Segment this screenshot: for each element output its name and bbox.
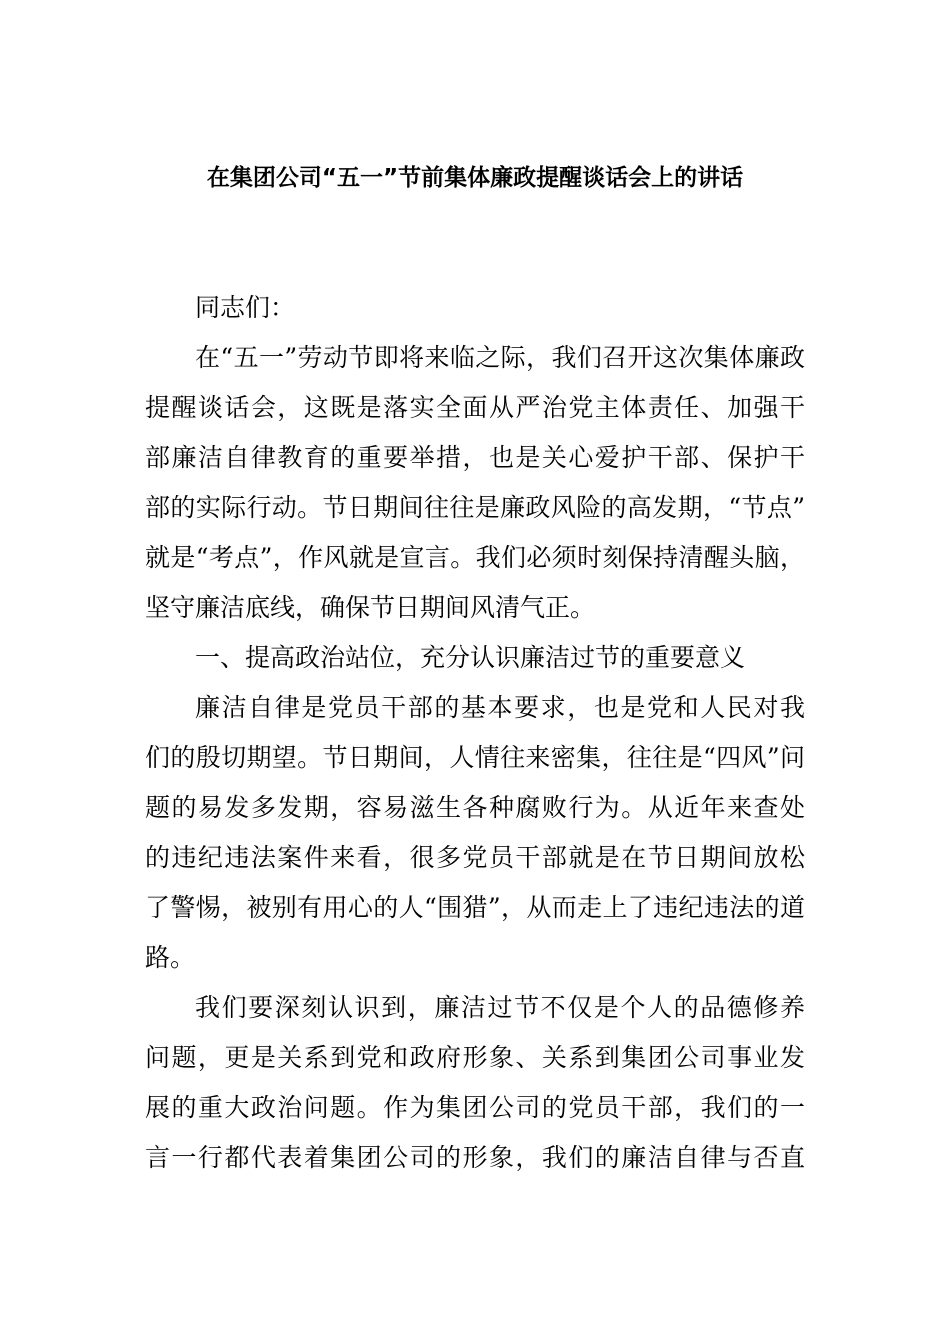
paragraph-line: 在“五一”劳动节即将来临之际，我们召开这次集体廉政	[195, 343, 805, 372]
paragraph-line: 就是“考点”，作风就是宣言。我们必须时刻保持清醒头脑，	[145, 543, 805, 572]
paragraph-line: 问题，更是关系到党和政府形象、关系到集团公司事业发	[145, 1043, 805, 1072]
paragraph-line: 提醒谈话会，这既是落实全面从严治党主体责任、加强干	[145, 393, 805, 422]
paragraph-line: 部廉洁自律教育的重要举措，也是关心爱护干部、保护干	[145, 443, 805, 472]
paragraph-line: 路。	[145, 943, 196, 972]
section-heading: 一、提高政治站位，充分认识廉洁过节的重要意义	[195, 643, 746, 672]
paragraph-line: 坚守廉洁底线，确保节日期间风清气正。	[145, 593, 596, 622]
paragraph-line: 的违纪违法案件来看，很多党员干部就是在节日期间放松	[145, 843, 805, 872]
paragraph-line: 们的殷切期望。节日期间，人情往来密集，往往是“四风”问	[145, 743, 805, 772]
document-body	[145, 283, 805, 1183]
paragraph-line: 展的重大政治问题。作为集团公司的党员干部，我们的一	[145, 1093, 805, 1122]
paragraph-line: 我们要深刻认识到，廉洁过节不仅是个人的品德修养	[195, 993, 805, 1022]
paragraph-line: 言一行都代表着集团公司的形象，我们的廉洁自律与否直	[145, 1143, 805, 1172]
paragraph-line: 了警惕，被别有用心的人“围猎”，从而走上了违纪违法的道	[145, 893, 805, 922]
paragraph-2	[145, 683, 805, 983]
paragraph-line: 廉洁自律是党员干部的基本要求，也是党和人民对我	[195, 693, 805, 722]
paragraph-1	[145, 333, 805, 633]
document-title: 在集团公司“五一”节前集体廉政提醒谈话会上的讲话	[206, 165, 744, 191]
paragraph-3	[145, 983, 805, 1183]
section-heading-1	[145, 633, 805, 683]
paragraph-line: 题的易发多发期，容易滋生各种腐败行为。从近年来查处	[145, 793, 805, 822]
salutation: 同志们：	[195, 293, 296, 322]
paragraph-line: 部的实际行动。节日期间往往是廉政风险的高发期，“节点”	[145, 493, 805, 522]
